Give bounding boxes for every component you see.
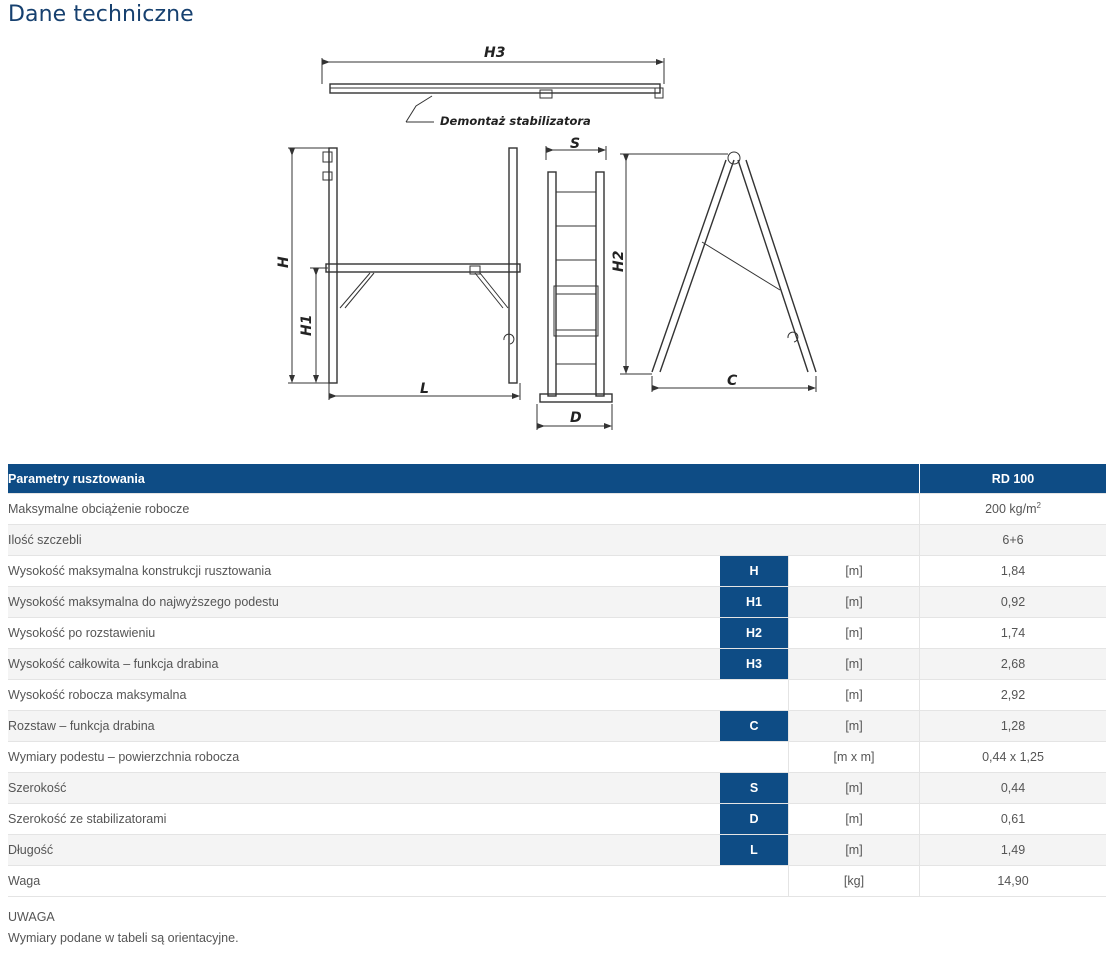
- header-model: RD 100: [920, 464, 1107, 494]
- row-label: Maksymalne obciążenie robocze: [8, 494, 920, 525]
- row-label: Szerokość ze stabilizatorami: [8, 804, 720, 835]
- label-s: S: [570, 136, 581, 152]
- row-symbol: D: [720, 804, 789, 835]
- row-label: Długość: [8, 835, 720, 866]
- row-unit: [m]: [789, 711, 920, 742]
- row-value-text: 14,90: [997, 874, 1029, 888]
- row-symbol: H1: [720, 587, 789, 618]
- table-row: [8, 680, 1106, 711]
- row-value: [920, 556, 1107, 587]
- page-title: Dane techniczne: [8, 2, 194, 27]
- header-param: Parametry rusztowania: [8, 464, 920, 494]
- row-value-text: 0,61: [1000, 812, 1026, 826]
- spec-table: [8, 464, 1106, 897]
- table-row: [8, 711, 1106, 742]
- row-label: Ilość szczebli: [8, 525, 920, 556]
- table-row: [8, 618, 1106, 649]
- table-row: [8, 494, 1106, 525]
- row-value: [920, 618, 1107, 649]
- row-symbol: C: [720, 711, 789, 742]
- row-value-text: 2,68: [1000, 657, 1026, 671]
- label-d: D: [570, 410, 582, 426]
- row-unit: [m]: [789, 804, 920, 835]
- row-unit: [m]: [789, 618, 920, 649]
- table-row: [8, 587, 1106, 618]
- row-symbol: H3: [720, 649, 789, 680]
- table-row: [8, 804, 1106, 835]
- row-value: [920, 742, 1107, 773]
- row-value-text: 1,74: [1000, 626, 1026, 640]
- row-value: [920, 866, 1107, 897]
- table-row: [8, 742, 1106, 773]
- row-value: [920, 649, 1107, 680]
- label-h1: H1: [299, 314, 315, 336]
- row-value: [920, 773, 1107, 804]
- row-symbol: H2: [720, 618, 789, 649]
- table-row: [8, 556, 1106, 587]
- row-value-text: 2,92: [1000, 688, 1026, 702]
- note-text: Wymiary podane w tabeli są orientacyjne.: [8, 931, 239, 945]
- row-symbol: S: [720, 773, 789, 804]
- row-value-text: 1,49: [1000, 843, 1026, 857]
- scaffold-dimension-drawing: [0, 0, 1114, 460]
- row-label: Wysokość całkowita – funkcja drabina: [8, 649, 720, 680]
- table-row: [8, 866, 1106, 897]
- row-value: [920, 494, 1107, 525]
- label-c: C: [727, 373, 738, 389]
- row-label: Rozstaw – funkcja drabina: [8, 711, 720, 742]
- row-label: Wysokość po rozstawieniu: [8, 618, 720, 649]
- label-h2: H2: [611, 250, 627, 272]
- row-label: Szerokość: [8, 773, 720, 804]
- row-value-text: 0,92: [1000, 595, 1026, 609]
- spec-table-header: [8, 464, 1106, 494]
- note-title: UWAGA: [8, 910, 55, 924]
- row-label: Wysokość robocza maksymalna: [8, 680, 720, 711]
- row-value: [920, 711, 1107, 742]
- table-row: [8, 525, 1106, 556]
- row-label: Wysokość maksymalna konstrukcji rusztowania: [8, 556, 720, 587]
- label-stabilizer: Demontaż stabilizatora: [440, 114, 591, 128]
- row-symbol: [720, 866, 789, 897]
- row-value: [920, 680, 1107, 711]
- spec-table-body: [8, 494, 1106, 897]
- row-value-text: 1,84: [1000, 564, 1026, 578]
- row-unit: [m]: [789, 587, 920, 618]
- row-value: [920, 804, 1107, 835]
- row-value-text: 0,44 x 1,25: [982, 750, 1044, 764]
- label-h: H: [276, 256, 292, 268]
- row-value-sup: 2: [1036, 501, 1041, 511]
- row-value-text: 0,44: [1000, 781, 1026, 795]
- row-value: [920, 835, 1107, 866]
- row-label: Wymiary podestu – powierzchnia robocza: [8, 742, 720, 773]
- row-unit: [m x m]: [789, 742, 920, 773]
- row-unit: [m]: [789, 556, 920, 587]
- row-symbol: [720, 742, 789, 773]
- table-row: [8, 773, 1106, 804]
- row-unit: [m]: [789, 649, 920, 680]
- row-value-text: 1,28: [1000, 719, 1026, 733]
- label-l: L: [420, 381, 429, 397]
- label-h3: H3: [484, 45, 506, 61]
- row-unit: [m]: [789, 835, 920, 866]
- row-label: Waga: [8, 866, 720, 897]
- row-value-text: 6+6: [1002, 533, 1024, 547]
- row-unit: [kg]: [789, 866, 920, 897]
- row-unit: [m]: [789, 773, 920, 804]
- row-value: [920, 525, 1107, 556]
- row-symbol: H: [720, 556, 789, 587]
- row-symbol: [720, 680, 789, 711]
- row-value: [920, 587, 1107, 618]
- row-value-text: 200 kg/m: [985, 502, 1037, 517]
- row-unit: [m]: [789, 680, 920, 711]
- row-label: Wysokość maksymalna do najwyższego podestu: [8, 587, 720, 618]
- row-symbol: L: [720, 835, 789, 866]
- table-row: [8, 835, 1106, 866]
- table-row: [8, 649, 1106, 680]
